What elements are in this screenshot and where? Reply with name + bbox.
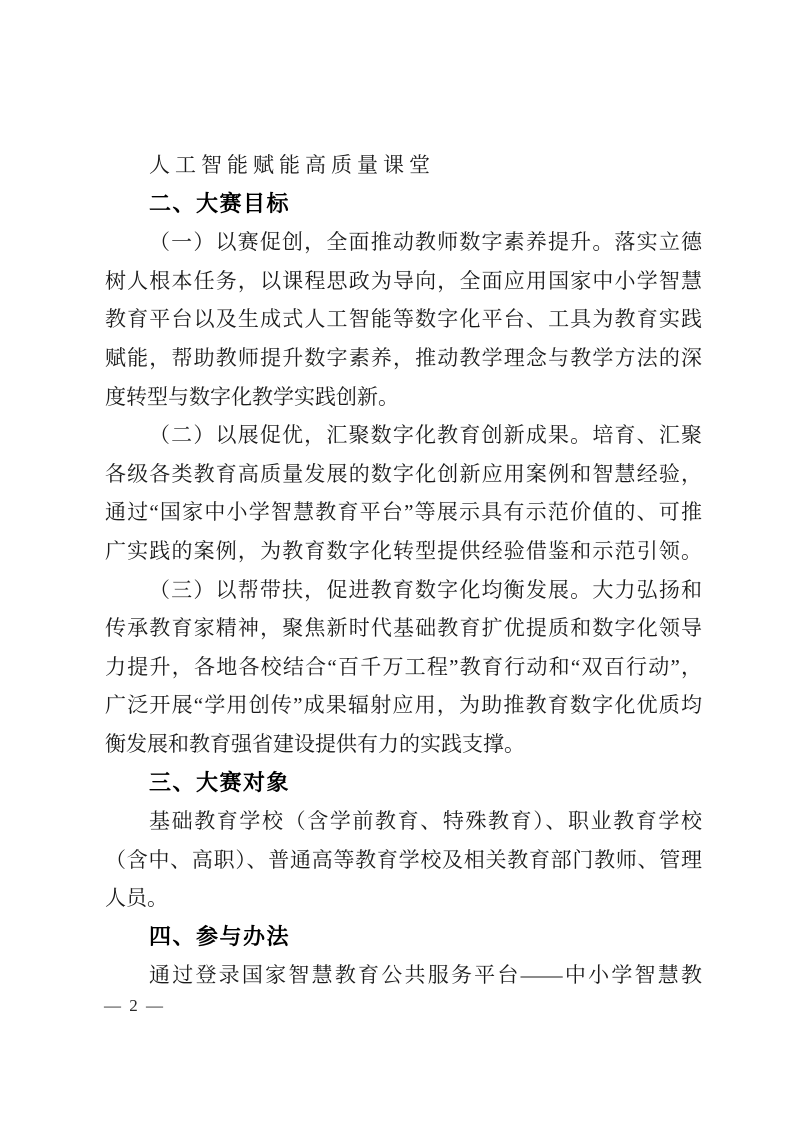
text-line: 度转型与数字化教学实践创新。 xyxy=(105,384,399,409)
text-line: 人员。 xyxy=(105,886,168,911)
text-line: 传承教育家精神，聚焦新时代基础教育扩优提质和数字化领导 xyxy=(105,616,702,641)
text-line: 通过登录国家智慧教育公共服务平台——中小学智慧教 xyxy=(149,963,702,988)
text-line: 树人根本任务，以课程思政为导向，全面应用国家中小学智慧 xyxy=(105,268,702,293)
text-line: 各级各类教育高质量发展的数字化创新应用案例和智慧经验， xyxy=(105,461,702,486)
text-line: 教育平台以及生成式人工智能等数字化平台、工具为教育实践 xyxy=(105,307,702,332)
text-line: 广泛开展“学用创传”成果辐射应用，为助推教育数字化优质均 xyxy=(105,693,702,718)
text-line: （一）以赛促创，全面推动教师数字素养提升。落实立德 xyxy=(149,230,702,255)
text-line: 通过“国家中小学智慧教育平台”等展示具有示范价值的、可推 xyxy=(105,500,702,525)
text-line: （三）以帮带扶，促进教育数字化均衡发展。大力弘扬和 xyxy=(149,577,702,602)
text-line: 衡发展和教育强省建设提供有力的实践支撑。 xyxy=(105,731,525,756)
text-line: （二）以展促优，汇聚数字化教育创新成果。培育、汇聚 xyxy=(149,423,702,448)
section-heading: 四、参与办法 xyxy=(149,923,291,949)
text-line: 力提升，各地各校结合“百千万工程”教育行动和“双百行动”， xyxy=(105,654,702,679)
text-line: 广实践的案例，为教育数字化转型提供经验借鉴和示范引领。 xyxy=(105,538,702,563)
text-line: 赋能，帮助教师提升数字素养，推动教学理念与教学方法的深 xyxy=(105,345,702,370)
page-number: — 2 — xyxy=(104,996,165,1015)
text-line: 人工智能赋能高质量课堂 xyxy=(149,153,435,177)
section-heading: 二、大赛目标 xyxy=(149,190,291,216)
text-line: （含中、高职）、普通高等教育学校及相关教育部门教师、管理 xyxy=(105,847,702,872)
text-line: 基础教育学校（含学前教育、特殊教育）、职业教育学校 xyxy=(149,809,702,834)
section-heading: 三、大赛对象 xyxy=(149,769,291,795)
document-body xyxy=(105,146,702,995)
